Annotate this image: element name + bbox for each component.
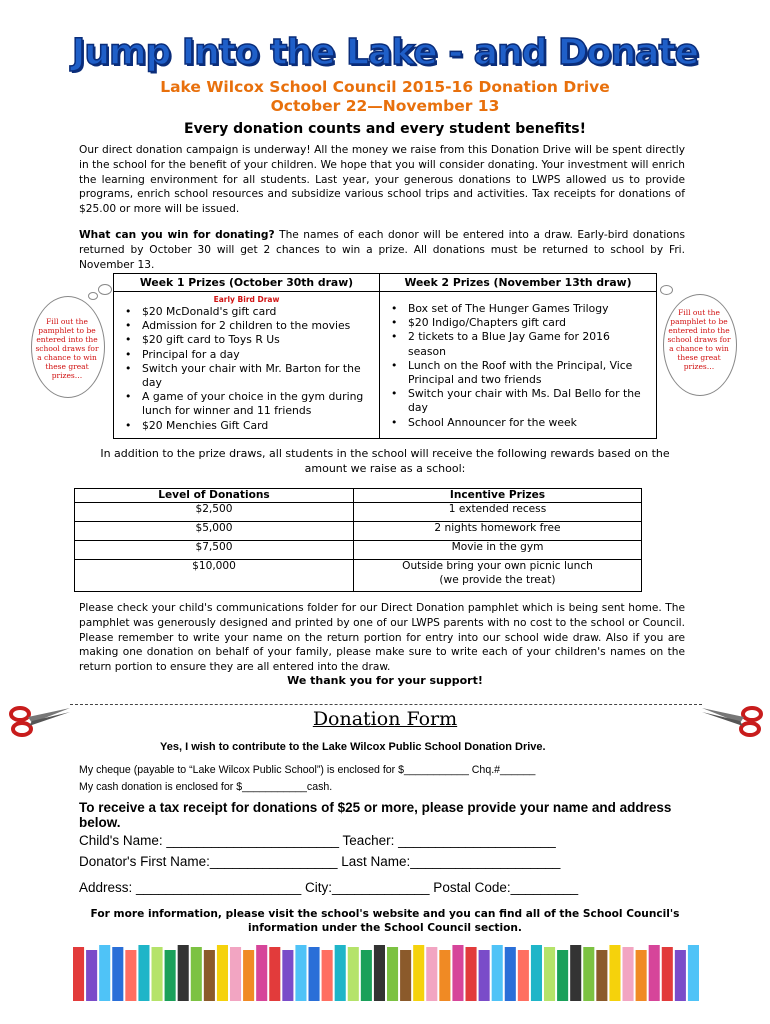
pencil-shape (243, 950, 254, 1001)
thanks-text: We thank you for your support! (287, 674, 483, 687)
pencil-shape (125, 950, 136, 1001)
pencil-shape (73, 947, 84, 1001)
table-row (75, 560, 642, 592)
list-item: • $20 McDonald's gift card (122, 305, 374, 319)
cloud-right-text: Fill out the pamphlet to be entered into the school draws for a chance to win these great prizes… (667, 308, 731, 371)
donator-name-field[interactable]: Donator's First Name:_________________ Last Name:____________________ (79, 854, 561, 869)
win-paragraph (79, 228, 685, 272)
info-text: For more information, please visit the school's website and you can find all of the School Council's information under the School Council section. (90, 908, 680, 934)
col-header-prize: Incentive Prizes (354, 489, 642, 503)
pencil-shape (309, 947, 320, 1001)
pencil-shape (675, 950, 686, 1001)
pencil-shape (86, 950, 97, 1001)
cheque-field[interactable]: My cheque (payable to “Lake Wilcox Public School”) is enclosed for $___________ Chq.#______ (79, 764, 536, 776)
bubble-dot (88, 292, 98, 300)
week2-prize-list (388, 302, 650, 430)
list-item: • 2 tickets to a Blue Jay Game for 2016 season (388, 330, 650, 358)
list-item: • Principal for a day (122, 348, 374, 362)
bubble-dot (660, 285, 673, 295)
pencil-shape (256, 945, 267, 1001)
list-item: • A game of your choice in the gym during lunch for winner and 11 friends (122, 390, 374, 418)
win-question: What can you win for donating? (79, 229, 275, 241)
pencil-shape (217, 945, 228, 1001)
win-answer: The names of each donor will be entered into a draw. Early-bird donations returned by October 30 will get 2 chances to win a prize. All donations must be returned to school by Fri. November 13. (79, 229, 686, 271)
pencil-shape (426, 947, 437, 1001)
pencil-shape (165, 950, 176, 1001)
cut-line (70, 704, 702, 705)
pencil-shape (400, 950, 411, 1001)
pencil-shape (662, 947, 673, 1001)
list-item: • Switch your chair with Mr. Barton for the day (122, 362, 374, 390)
pencil-shape (230, 947, 241, 1001)
list-item: • Switch your chair with Ms. Dal Bello for the day (388, 387, 650, 415)
pencil-shape (492, 945, 503, 1001)
prize-cell: Outside bring your own picnic lunch (we provide the treat) (354, 560, 642, 592)
pencil-shape (374, 945, 385, 1001)
level-cell: $10,000 (75, 560, 354, 592)
pencil-shape (544, 947, 555, 1001)
level-cell: $2,500 (75, 503, 354, 522)
pencil-shape (439, 950, 450, 1001)
table-row (75, 503, 642, 522)
pencil-shape (361, 950, 372, 1001)
pencil-shape (335, 945, 346, 1001)
pencil-shape (688, 945, 699, 1001)
pencil-shape (452, 945, 463, 1001)
subtitle-school: Lake Wilcox School Council 2015-16 Donation Drive (160, 78, 610, 96)
pencil-shape (623, 947, 634, 1001)
pencil-shape (583, 947, 594, 1001)
pencil-shape (191, 947, 202, 1001)
pencil-shape (479, 950, 490, 1001)
pencil-shape (596, 950, 607, 1001)
pencil-shape (557, 950, 568, 1001)
incentives-table (74, 488, 642, 592)
pencil-shape (99, 945, 110, 1001)
pencil-shape (178, 945, 189, 1001)
receipt-instruction: To receive a tax receipt for donations of $25 or more, please provide your name and address below. (79, 800, 672, 830)
address-field[interactable]: Address: ______________________ City:_____________ Postal Code:_________ (79, 880, 579, 895)
intro-paragraph: Our direct donation campaign is underway! All the money we raise from this Donation Drive will be spent directly in the school for the benefit of your children. We hope that you will consider donating. Your investment will enrich the learning environment for all students. Last year, your generous donations to LWPS allowed us to provide programs, enrich school resources and subsidize various school trips and activities. Tax receipts for donations of $25.00 or more will be issued. (79, 144, 685, 216)
pencil-shape (413, 945, 424, 1001)
prize-cell: 1 extended recess (354, 503, 642, 522)
contribute-line: Yes, I wish to contribute to the Lake Wilcox Public School Donation Drive. (160, 741, 546, 753)
pencil-shape (152, 947, 163, 1001)
pencil-shape (518, 950, 529, 1001)
list-item: • $20 Menchies Gift Card (122, 419, 374, 433)
pencil-shape (570, 945, 581, 1001)
pencil-shape (505, 947, 516, 1001)
page-title: Jump Into the Lake - and Donate (71, 32, 699, 73)
pencil-shape (387, 947, 398, 1001)
pencil-shape (531, 945, 542, 1001)
pencil-shape (295, 945, 306, 1001)
form-title: Donation Form (312, 708, 458, 730)
closing-paragraph: Please check your child's communications folder for our Direct Donation pamphlet which is being sent home. The pamphlet was generously designed and printed by one of our LWPS parents with no cost to the school or Council. Please remember to write your name on the return portion for entry into our school wide draw. Also if you are making one donation on behalf of your family, please make sure to write each of your children's names on the return portion to ensure they are all entered into the draw. (79, 602, 685, 674)
week2-heading: Week 2 Prizes (November 13th draw) (404, 276, 632, 289)
pencil-shape (649, 945, 660, 1001)
pencil-shape (466, 947, 477, 1001)
early-bird-note: Early Bird Draw (213, 295, 280, 304)
prize-cell: Movie in the gym (354, 541, 642, 560)
pencil-shape (269, 947, 280, 1001)
prize-cell: 2 nights homework free (354, 522, 642, 541)
week1-heading: Week 1 Prizes (October 30th draw) (139, 276, 354, 289)
list-item: • School Announcer for the week (388, 416, 650, 430)
list-item: • $20 gift card to Toys R Us (122, 333, 374, 347)
prize-box (113, 273, 657, 439)
pencil-shape (112, 947, 123, 1001)
col-header-level: Level of Donations (75, 489, 354, 503)
pencil-shape (282, 950, 293, 1001)
subtitle-dates: October 22—November 13 (270, 97, 500, 115)
table-row (75, 541, 642, 560)
pencil-shape (204, 950, 215, 1001)
colored-pencils-image (72, 945, 700, 1001)
cash-field[interactable]: My cash donation is enclosed for $___________cash. (79, 781, 333, 793)
level-cell: $5,000 (75, 522, 354, 541)
table-row (75, 522, 642, 541)
pencil-shape (348, 947, 359, 1001)
list-item: • Admission for 2 children to the movies (122, 319, 374, 333)
pencil-shape (322, 950, 333, 1001)
pencil-shape (138, 945, 149, 1001)
headline: Every donation counts and every student benefits! (184, 121, 586, 137)
list-item: • Lunch on the Roof with the Principal, Vice Principal and two friends (388, 359, 650, 387)
child-teacher-field[interactable]: Child's Name: _______________________ Teacher: _____________________ (79, 833, 556, 848)
level-cell: $7,500 (75, 541, 354, 560)
incentives-intro: In addition to the prize draws, all students in the school will receive the following rewards based on the amount we raise as a school: (100, 447, 670, 475)
pencil-shape (636, 950, 647, 1001)
list-item: • $20 Indigo/Chapters gift card (388, 316, 650, 330)
week1-prize-list (122, 305, 374, 433)
pencil-shape (609, 945, 620, 1001)
bubble-dot (98, 284, 112, 295)
cloud-left-text: Fill out the pamphlet to be entered into the school draws for a chance to win these great prizes… (35, 317, 99, 380)
list-item: • Box set of The Hunger Games Trilogy (388, 302, 650, 316)
